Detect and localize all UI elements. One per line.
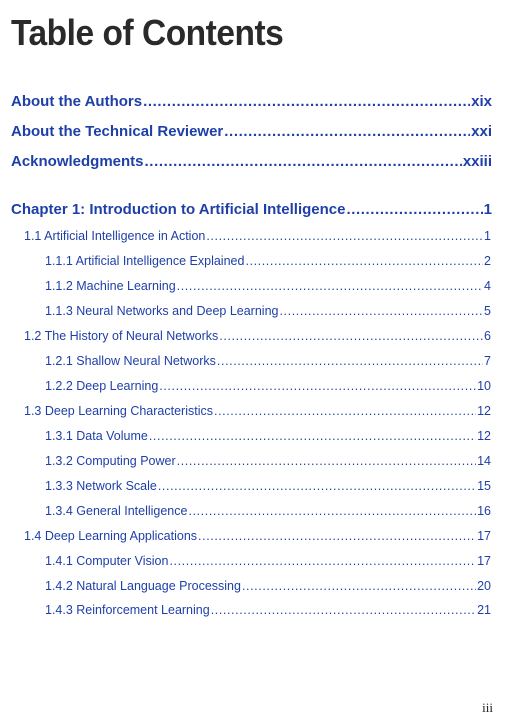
page-title: Table of Contents (11, 12, 284, 53)
toc-entry-1-3-3[interactable] (45, 479, 491, 493)
dot-leader (149, 429, 476, 443)
page-number: iii (482, 700, 493, 715)
toc-entry-page: 16 (477, 504, 491, 518)
dot-leader (188, 504, 476, 518)
toc-entry-label: 1.3.2 Computing Power (45, 454, 176, 468)
toc-entry-label: 1.2.1 Shallow Neural Networks (45, 354, 216, 368)
toc-entry-1-4-1[interactable] (45, 554, 491, 568)
toc-entry-page: 17 (477, 554, 491, 568)
dot-leader (159, 379, 476, 393)
toc-entry-label: 1.1 Artificial Intelligence in Action (24, 229, 206, 243)
toc-entry-page: 2 (484, 254, 491, 268)
toc-entry-label: About the Authors (11, 93, 143, 110)
toc-entry-1-1-3[interactable] (45, 304, 491, 318)
toc-entry-label: About the Technical Reviewer (11, 123, 224, 140)
toc-entry-chapter-1[interactable] (11, 201, 492, 218)
toc-entry-about-authors[interactable] (11, 93, 492, 110)
toc-entry-page: 17 (477, 529, 491, 543)
dot-leader (211, 603, 476, 617)
dot-leader (198, 529, 476, 543)
toc-entry-page: xxiii (462, 153, 492, 170)
dot-leader (217, 354, 483, 368)
toc-entry-label: 1.1.1 Artificial Intelligence Explained (45, 254, 245, 268)
toc-entry-acknowledgments[interactable] (11, 153, 492, 170)
toc-entry-label: 1.4 Deep Learning Applications (24, 529, 198, 543)
toc-entry-page: 5 (484, 304, 491, 318)
toc-entry-1-3-4[interactable] (45, 504, 491, 518)
dot-leader (206, 229, 483, 243)
dot-leader (242, 579, 476, 593)
toc-entry-1-1-2[interactable] (45, 279, 491, 293)
toc-entry-page: 1 (484, 229, 491, 243)
dot-leader (224, 123, 470, 140)
dot-leader (145, 153, 462, 170)
toc-entry-label: 1.4.3 Reinforcement Learning (45, 603, 210, 617)
toc-entry-1-2-2[interactable] (45, 379, 491, 393)
toc-entry-1-3-2[interactable] (45, 454, 491, 468)
toc-entry-1-4-3[interactable] (45, 603, 491, 617)
dot-leader (245, 254, 483, 268)
toc-entry-label: Chapter 1: Introduction to Artificial Intelligence (11, 201, 346, 218)
dot-leader (169, 554, 476, 568)
dot-leader (177, 279, 483, 293)
toc-entry-about-reviewer[interactable] (11, 123, 492, 140)
toc-entry-page: 12 (477, 429, 491, 443)
toc-entry-1-4-2[interactable] (45, 579, 491, 593)
toc-entry-label: 1.1.3 Neural Networks and Deep Learning (45, 304, 279, 318)
dot-leader (279, 304, 483, 318)
toc-entry-label: 1.3.1 Data Volume (45, 429, 148, 443)
toc-entry-page: 4 (484, 279, 491, 293)
dot-leader (214, 404, 476, 418)
toc-entry-1-3[interactable] (24, 404, 491, 418)
dot-leader (177, 454, 476, 468)
toc-entry-page: xix (471, 93, 492, 110)
dot-leader (219, 329, 483, 343)
toc-entry-page: 6 (484, 329, 491, 343)
toc-entry-label: 1.3.4 General Intelligence (45, 504, 188, 518)
dot-leader (158, 479, 476, 493)
dot-leader (143, 93, 470, 110)
toc-entry-label: 1.4.1 Computer Vision (45, 554, 169, 568)
toc-entry-page: 14 (477, 454, 491, 468)
toc-entry-page: 20 (477, 579, 491, 593)
toc-entry-label: 1.1.2 Machine Learning (45, 279, 176, 293)
toc-entry-page: xxi (471, 123, 492, 140)
toc-entry-1-1-1[interactable] (45, 254, 491, 268)
dot-leader (346, 201, 482, 218)
toc-entry-label: 1.4.2 Natural Language Processing (45, 579, 241, 593)
toc-entry-label: 1.3 Deep Learning Characteristics (24, 404, 213, 418)
toc-entry-page: 15 (477, 479, 491, 493)
toc-entry-page: 12 (477, 404, 491, 418)
toc-entry-1-3-1[interactable] (45, 429, 491, 443)
toc-entry-label: 1.2 The History of Neural Networks (24, 329, 219, 343)
toc-entry-1-2[interactable] (24, 329, 491, 343)
toc-entry-1-2-1[interactable] (45, 354, 491, 368)
toc-entry-1-4[interactable] (24, 529, 491, 543)
toc-entry-1-1[interactable] (24, 229, 491, 243)
toc-entry-page: 21 (477, 603, 491, 617)
toc-entry-page: 10 (477, 379, 491, 393)
toc-entry-page: 1 (483, 201, 492, 218)
toc-entry-label: 1.2.2 Deep Learning (45, 379, 159, 393)
toc-entry-page: 7 (484, 354, 491, 368)
toc-entry-label: 1.3.3 Network Scale (45, 479, 157, 493)
toc-entry-label: Acknowledgments (11, 153, 144, 170)
